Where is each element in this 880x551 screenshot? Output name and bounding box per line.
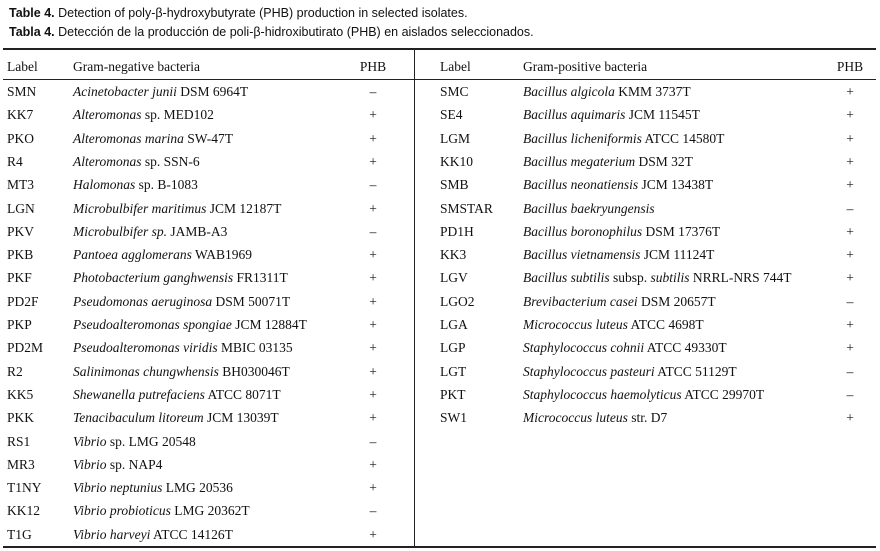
species-name: Pantoea agglomerans [73,247,192,263]
right-header-phb: PHB [836,59,864,74]
right-row-phb-result: – [846,363,854,379]
strain-text: DSM 6964T [176,84,249,99]
right-row-phb-result: + [846,340,854,356]
caption-english-prefix: Table 4. [9,6,55,20]
right-row-bacteria [523,154,693,170]
left-row-phb-result: – [369,177,377,193]
left-row-label: PKO [7,130,35,146]
left-row-label: PKF [7,270,32,286]
left-row-label: PD2F [7,293,39,309]
strain-text: MBIC 03135 [217,340,293,356]
species-name: Bacillus boronophilus [523,223,643,239]
right-row-bacteria [523,247,714,263]
right-row-label: SW1 [440,410,467,426]
left-row-bacteria [73,247,252,263]
species-name: Staphylococcus haemolyticus [523,386,682,402]
species-name: Microbulbifer sp. [73,223,167,239]
right-row-phb-result: + [846,107,854,123]
left-row-label: KK12 [7,503,40,519]
caption-spanish [9,25,534,39]
left-row-bacteria [73,201,281,217]
left-row-bacteria [73,131,233,147]
species-name: Micrococcus luteus [523,317,628,332]
right-row-phb-result: + [846,177,854,193]
right-row-bacteria [523,364,737,380]
right-row-phb-result: – [846,386,854,402]
species-name: Bacillus algicola [523,84,615,99]
right-row-phb-result: + [846,410,854,426]
left-row-phb-result: – [369,223,377,239]
left-row-bacteria [73,154,200,170]
left-row-phb-result: + [369,386,377,402]
left-row-bacteria [73,177,198,193]
right-row-label: KK3 [440,247,467,263]
species-name: Bacillus subtilis [523,270,610,286]
left-row-bacteria [73,527,233,543]
left-row-phb-result: + [369,317,377,332]
species-name: Bacillus neonatiensis [523,177,639,193]
right-header-label: Label [440,59,471,74]
right-row-phb-result: – [846,200,854,216]
left-row-bacteria [73,410,279,426]
species-name: Alteromonas [73,107,142,123]
strain-text: str. D7 [627,410,668,426]
strain-text: DSM 32T [635,153,693,169]
right-row-phb-result: + [846,247,854,263]
species-name: Shewanella putrefaciens [73,386,205,402]
species-name: Vibrio [73,456,107,472]
left-row-phb-result: + [369,410,377,426]
right-row-bacteria [523,224,720,240]
species-name: Acinetobacter junii [73,84,177,99]
strain-text: sp. SSN-6 [141,153,200,169]
left-row-phb-result: + [369,293,377,309]
strain-text: sp. NAP4 [106,456,163,472]
strain-text: ATCC 8071T [204,386,281,402]
strain-text: JCM 13438T [638,177,714,193]
left-row-phb-result: – [369,503,377,519]
species-name: Vibrio harveyi [73,526,151,542]
strain-text: FR1311T [233,270,288,286]
strain-text: DSM 20657T [637,293,716,309]
right-row-bacteria [523,317,704,333]
right-row-label: SMB [440,177,469,193]
table-header-rule [3,79,876,80]
left-row-bacteria [73,480,233,496]
left-row-label: T1NY [7,480,42,496]
left-row-label: RS1 [7,433,31,449]
right-row-bacteria [523,84,691,100]
right-row-phb-result: + [846,270,854,286]
strain-text: ATCC 14126T [150,526,233,542]
right-row-label: PKT [440,386,466,402]
strain-text: subsp. [609,270,651,286]
strain-text: ATCC 51129T [654,363,737,379]
species-name: Pseudoalteromonas viridis [73,340,218,356]
caption-spanish-text: Detección de la producción de poli-β-hidroxibutirato (PHB) en aislados seleccionados. [54,25,534,39]
right-row-bacteria [523,294,716,310]
species-name: Bacillus vietnamensis [523,247,641,263]
left-row-label: KK7 [7,107,34,123]
right-row-label: KK10 [440,153,473,169]
left-row-phb-result: + [369,153,377,169]
species-name: Halomonas [73,177,136,193]
right-row-phb-result: + [846,317,854,332]
left-row-phb-result: + [369,363,377,379]
left-header-phb: PHB [359,59,387,74]
left-row-phb-result: + [369,270,377,286]
right-row-label: SE4 [440,107,463,123]
strain-text: ATCC 49330T [644,340,727,356]
right-row-phb-result: + [846,223,854,239]
strain-text: NRRL-NRS 744T [689,270,792,286]
strain-text: sp. B-1083 [135,177,198,193]
left-row-phb-result: + [369,247,377,263]
left-row-bacteria [73,107,214,123]
species-name: Photobacterium ganghwensis [73,270,234,286]
left-row-label: R4 [7,153,23,169]
left-row-phb-result: + [369,200,377,216]
left-row-bacteria [73,224,227,240]
left-row-label: PD2M [7,340,44,356]
right-row-label: LGT [440,363,467,379]
strain-text: KMM 3737T [614,84,691,99]
species-name: Staphylococcus pasteuri [523,363,655,379]
species-name: Microbulbifer maritimus [73,200,207,216]
left-row-phb-result: + [369,340,377,356]
left-row-label: PKB [7,247,34,263]
right-row-label: LGV [440,270,468,286]
left-row-bacteria [73,294,290,310]
species-name: Micrococcus luteus [523,410,628,426]
left-row-label: T1G [7,526,32,542]
strain-text: SW-47T [183,130,233,146]
species-name: Salinimonas chungwhensis [73,363,219,379]
species-name: Bacillus baekryungensis [523,200,655,216]
strain-text: WAB1969 [191,247,253,263]
right-row-label: LGP [440,340,466,356]
species-name: Alteromonas [73,153,142,169]
left-row-phb-result: + [369,480,377,496]
column-group-divider [414,49,415,546]
left-row-bacteria [73,457,162,473]
right-header-bacteria: Gram-positive bacteria [523,59,648,74]
species-name: Staphylococcus cohnii [523,340,645,356]
subspecies-name: subtilis [650,270,690,286]
strain-text: DSM 17376T [642,223,721,239]
strain-text: ATCC 4698T [627,317,704,332]
right-row-bacteria [523,387,764,403]
species-name: Pseudoalteromonas spongiae [73,317,232,332]
species-name: Bacillus aquimaris [523,107,626,123]
strain-text: JCM 12187T [206,200,282,216]
left-row-bacteria [73,503,250,519]
caption-english [9,6,468,20]
left-row-label: KK5 [7,386,34,402]
left-row-bacteria [73,434,196,450]
right-row-phb-result: + [846,84,854,99]
table-top-rule [3,48,876,50]
caption-spanish-prefix: Tabla 4. [9,25,55,39]
left-row-phb-result: + [369,130,377,146]
strain-text: JCM 11124T [640,247,715,263]
strain-text: LMG 20536 [162,480,233,496]
right-row-phb-result: + [846,153,854,169]
right-row-label: LGO2 [440,293,475,309]
species-name: Brevibacterium casei [523,293,638,309]
left-row-phb-result: + [369,526,377,542]
left-row-phb-result: + [369,107,377,123]
species-name: Bacillus licheniformis [523,130,642,146]
right-row-bacteria [523,131,724,147]
strain-text: DSM 50071T [212,293,291,309]
left-row-label: SMN [7,84,37,99]
strain-text: JCM 12884T [231,317,307,332]
left-row-bacteria [73,84,248,100]
strain-text: JCM 13039T [203,410,279,426]
left-row-bacteria [73,340,293,356]
left-row-bacteria [73,364,290,380]
strain-text: BH030046T [218,363,290,379]
strain-text: ATCC 29970T [681,386,765,402]
species-name: Vibrio [73,433,107,449]
right-row-bacteria [523,201,655,217]
strain-text: sp. MED102 [141,107,214,123]
right-row-phb-result: + [846,130,854,146]
right-row-bacteria [523,107,700,123]
left-row-label: PKV [7,223,35,239]
table-bottom-rule [3,546,876,548]
right-row-phb-result: – [846,293,854,309]
species-name: Bacillus megaterium [523,153,636,169]
strain-text: ATCC 14580T [641,130,725,146]
right-row-label: LGA [440,317,468,332]
right-row-label: SMSTAR [440,200,493,216]
right-row-bacteria [523,177,713,193]
caption-english-text: Detection of poly-β-hydroxybutyrate (PHB) production in selected isolates. [54,6,468,20]
species-name: Tenacibaculum litoreum [73,410,204,426]
left-row-label: PKK [7,410,35,426]
left-row-label: LGN [7,200,35,216]
strain-text: JCM 11545T [625,107,700,123]
left-header-label: Label [7,59,38,74]
left-row-phb-result: – [369,84,377,99]
left-row-label: PKP [7,317,32,332]
strain-text: JAMB-A3 [167,223,228,239]
species-name: Alteromonas marina [73,130,184,146]
species-name: Pseudomonas aeruginosa [73,293,213,309]
left-row-bacteria [73,317,307,333]
right-row-label: SMC [440,84,469,99]
right-row-label: LGM [440,130,470,146]
left-row-bacteria [73,387,281,403]
species-name: Vibrio probioticus [73,503,171,519]
left-row-phb-result: + [369,456,377,472]
right-row-label: PD1H [440,223,474,239]
species-name: Vibrio neptunius [73,480,163,496]
left-row-label: R2 [7,363,23,379]
left-row-label: MR3 [7,456,35,472]
left-row-phb-result: – [369,433,377,449]
right-row-bacteria [523,340,727,356]
strain-text: LMG 20362T [170,503,250,519]
left-header-bacteria: Gram-negative bacteria [73,59,201,74]
right-row-bacteria [523,270,792,286]
right-row-bacteria [523,410,667,426]
strain-text: sp. LMG 20548 [106,433,196,449]
left-row-label: MT3 [7,177,34,193]
left-row-bacteria [73,270,288,286]
